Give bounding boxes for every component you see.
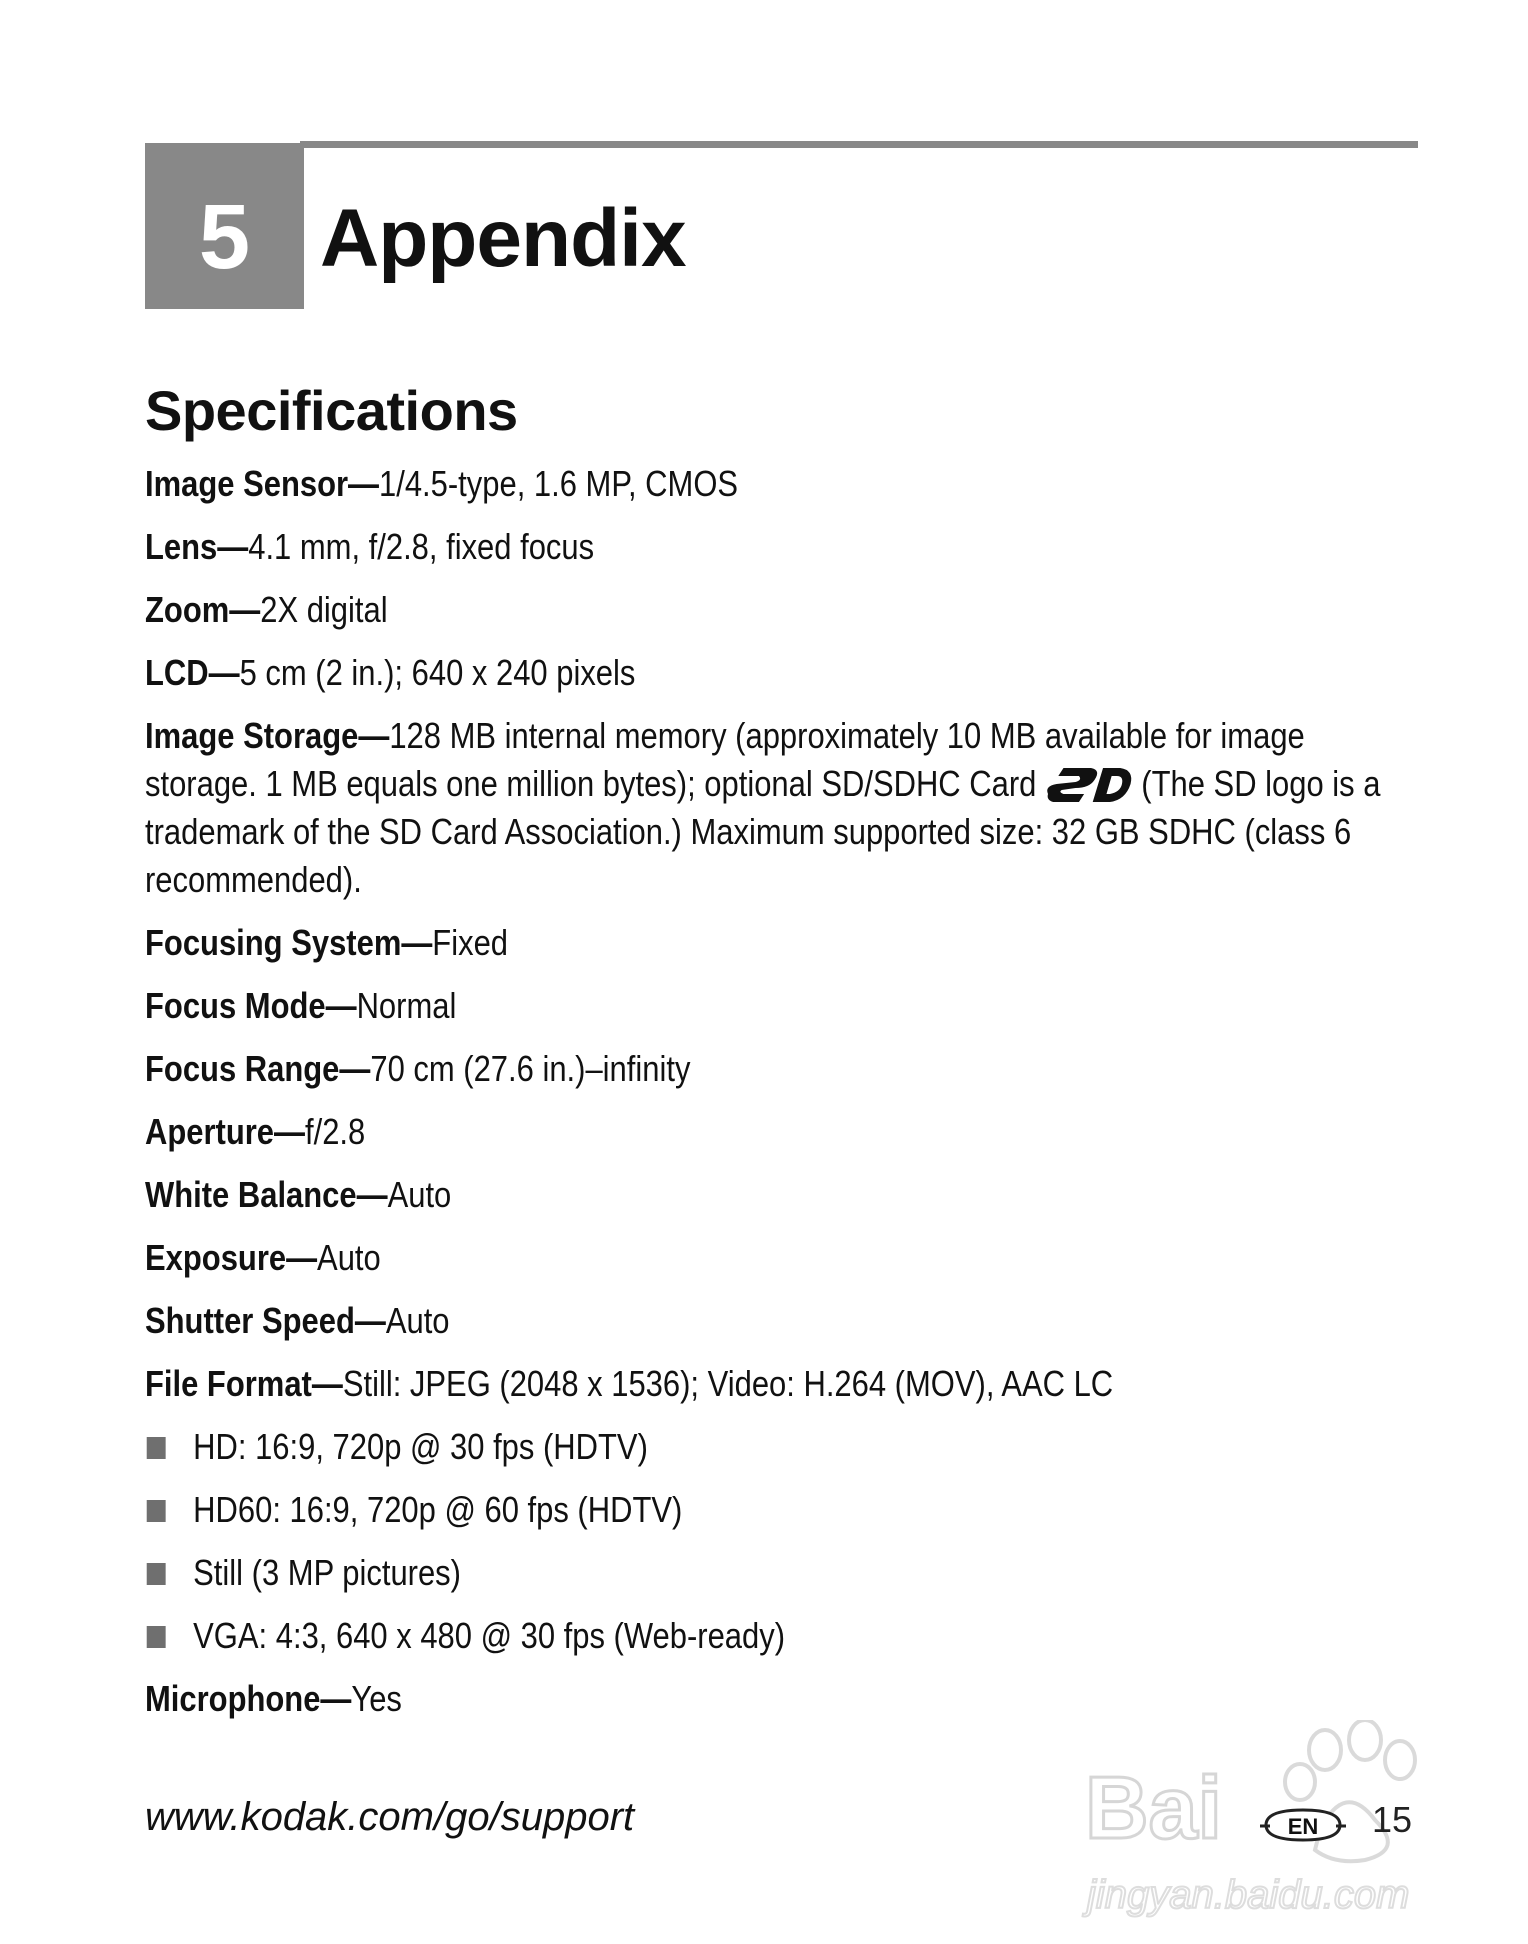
chapter-number: 5 bbox=[198, 186, 251, 288]
list-item bbox=[145, 1612, 1397, 1660]
chapter-title: Appendix bbox=[320, 193, 686, 284]
spec-label: Aperture— bbox=[145, 1111, 305, 1152]
watermark-brand: Bai bbox=[1085, 1758, 1222, 1857]
bullet-square-icon bbox=[147, 1500, 166, 1522]
section-title: Specifications bbox=[145, 379, 518, 442]
spec-file-format bbox=[145, 1360, 1409, 1408]
spec-label: Focus Range— bbox=[145, 1048, 371, 1089]
spec-value: Auto bbox=[317, 1237, 381, 1278]
list-item bbox=[145, 1486, 1397, 1534]
spec-zoom bbox=[145, 586, 1409, 634]
sd-card-logo-icon bbox=[1042, 764, 1137, 804]
spec-aperture bbox=[145, 1108, 1409, 1156]
chapter-rule bbox=[300, 141, 1418, 148]
spec-value: Fixed bbox=[432, 922, 509, 963]
spec-label: Microphone— bbox=[145, 1678, 352, 1719]
bullet-square-icon bbox=[147, 1563, 166, 1585]
spec-value: Yes bbox=[351, 1678, 402, 1719]
spec-value: 128 MB internal memory (approximately 10 MB available for image storage. 1 MB equals one million bytes); optional SD/SDHC Card bbox=[145, 715, 1305, 804]
list-item-text: HD60: 16:9, 720p @ 60 fps (HDTV) bbox=[193, 1489, 683, 1530]
list-item bbox=[145, 1549, 1397, 1597]
support-url: www.kodak.com/go/support bbox=[145, 1795, 635, 1839]
spec-label: Exposure— bbox=[145, 1237, 318, 1278]
spec-label: Focus Mode— bbox=[145, 985, 357, 1026]
spec-label: Image Sensor— bbox=[145, 463, 380, 504]
spec-label: White Balance— bbox=[145, 1174, 388, 1215]
spec-value: 1/4.5-type, 1.6 MP, CMOS bbox=[379, 463, 739, 504]
spec-focus-mode bbox=[145, 982, 1409, 1030]
spec-value: 4.1 mm, f/2.8, fixed focus bbox=[248, 526, 595, 567]
spec-value: 70 cm (27.6 in.)–infinity bbox=[370, 1048, 691, 1089]
spec-image-sensor bbox=[145, 460, 1409, 508]
spec-shutter-speed bbox=[145, 1297, 1409, 1345]
spec-image-storage bbox=[145, 712, 1409, 904]
spec-value: Still: JPEG (2048 x 1536); Video: H.264 (MOV), AAC LC bbox=[342, 1363, 1114, 1404]
spec-label: LCD— bbox=[145, 652, 240, 693]
spec-microphone bbox=[145, 1675, 1409, 1723]
spec-value: f/2.8 bbox=[304, 1111, 366, 1152]
spec-label: Zoom— bbox=[145, 589, 261, 630]
list-item-text: VGA: 4:3, 640 x 480 @ 30 fps (Web-ready) bbox=[193, 1615, 786, 1656]
spec-value: Normal bbox=[356, 985, 457, 1026]
spec-list bbox=[145, 460, 1415, 1738]
spec-focusing-system bbox=[145, 919, 1409, 967]
spec-value: Auto bbox=[387, 1174, 452, 1215]
spec-white-balance bbox=[145, 1171, 1409, 1219]
spec-lcd bbox=[145, 649, 1409, 697]
spec-value: 2X digital bbox=[260, 589, 388, 630]
bullet-square-icon bbox=[147, 1626, 166, 1648]
en-badge-icon bbox=[1260, 1806, 1346, 1844]
list-item-text: HD: 16:9, 720p @ 30 fps (HDTV) bbox=[193, 1426, 648, 1467]
spec-lens bbox=[145, 523, 1409, 571]
spec-label: Shutter Speed— bbox=[145, 1300, 386, 1341]
spec-exposure bbox=[145, 1234, 1409, 1282]
list-item-text: Still (3 MP pictures) bbox=[193, 1552, 461, 1593]
chapter-number-box bbox=[145, 143, 304, 309]
spec-focus-range bbox=[145, 1045, 1409, 1093]
spec-label: Lens— bbox=[145, 526, 249, 567]
page-number: 15 bbox=[1372, 1799, 1413, 1840]
video-format-list bbox=[145, 1423, 1415, 1660]
spec-value: 5 cm (2 in.); 640 x 240 pixels bbox=[239, 652, 636, 693]
watermark-site: jingyan.baidu.com bbox=[1087, 1873, 1410, 1917]
spec-value-continued: (The SD logo is a trademark of the SD Card Association.) Maximum supported size: 32 GB SDHC (class 6 recommended). bbox=[145, 763, 1381, 900]
spec-label: Focusing System— bbox=[145, 922, 433, 963]
list-item bbox=[145, 1423, 1397, 1471]
spec-label: Image Storage— bbox=[145, 715, 390, 756]
language-code: EN bbox=[1287, 1814, 1319, 1839]
spec-label: File Format— bbox=[145, 1363, 343, 1404]
bullet-square-icon bbox=[147, 1437, 166, 1459]
spec-value: Auto bbox=[385, 1300, 450, 1341]
